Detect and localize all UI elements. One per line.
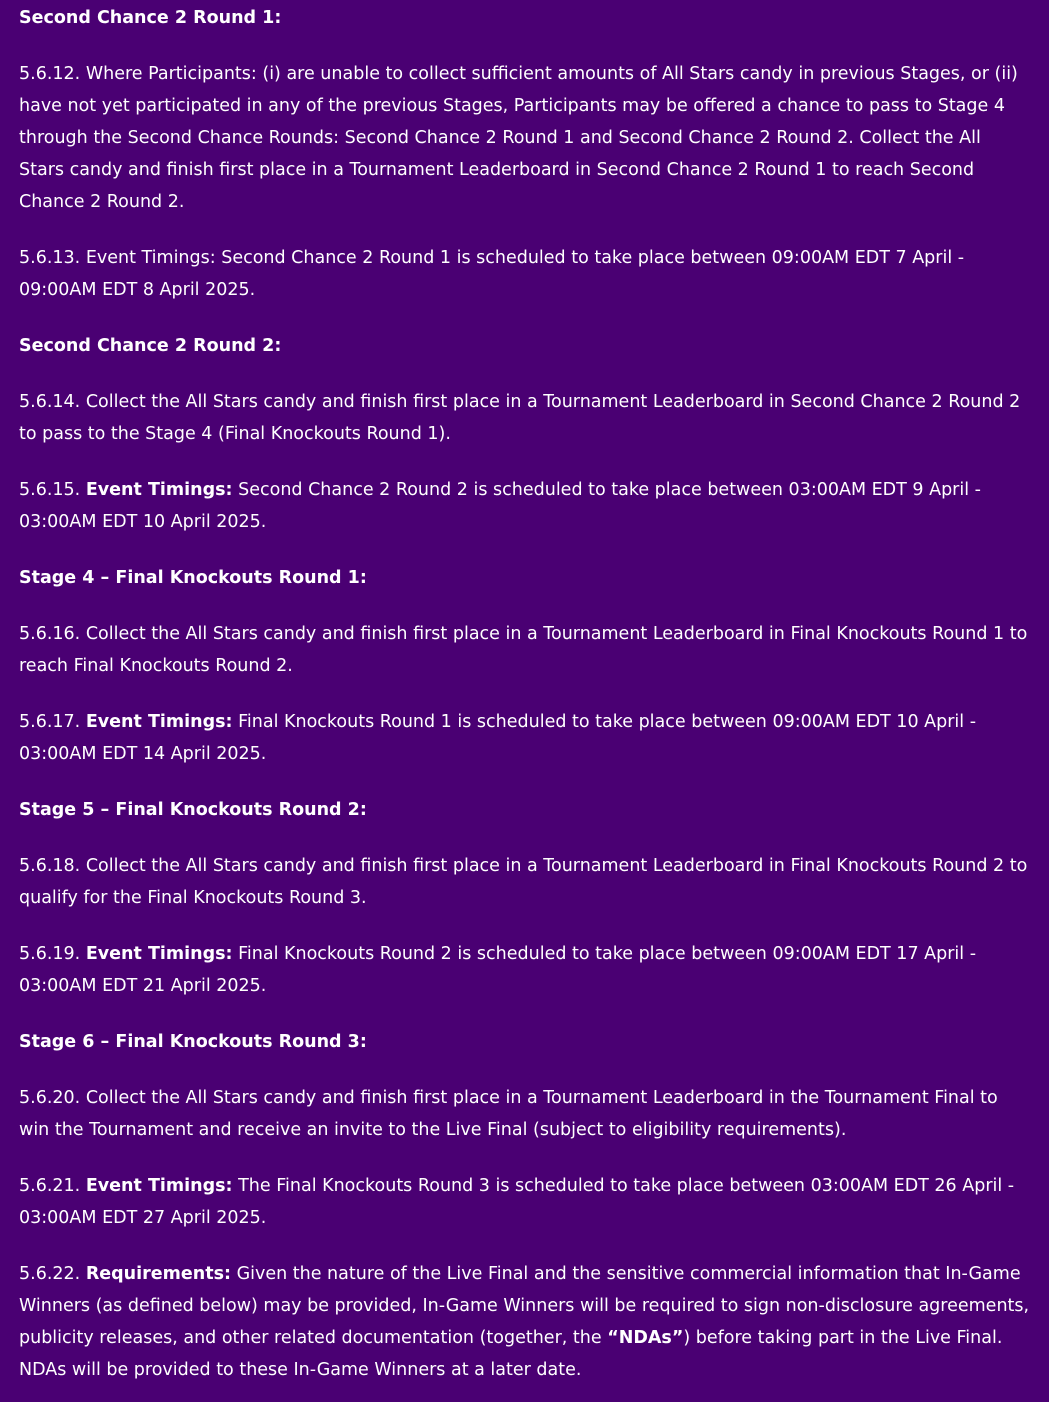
clause-5-6-13 [19, 242, 1030, 306]
clause-text: Final Knockouts Round 1 is scheduled to take place between 09:00AM EDT 10 April - 03:00AM EDT 14 April 2025. [19, 712, 977, 764]
clause-5-6-16 [19, 618, 1030, 682]
clause-text-before: Given the nature of the Live Final and the sensitive commercial information that In-Game Winners (as defined below) may be provided, In-Game Winners will be required to sign non-disclosure agreements, publicity releases, and other related documentation (together, the [19, 1264, 1030, 1348]
clause-bold-label: Event Timings: [85, 944, 233, 964]
clause-5-6-19 [19, 938, 1030, 1002]
clause-text: Where Participants: (i) are unable to collect sufficient amounts of All Stars candy in previous Stages, or (ii) have not yet participated in any of the previous Stages, Participants may be offered a chance to pass to Stage 4 through the Second Chance Rounds: Second Chance 2 Round 1 and Second Chance 2 Round 2. Collect the All Stars candy and finish first place in a Tournament Leaderboard in Second Chance 2 Round 1 to reach Second Chance 2 Round 2. [19, 64, 1018, 212]
section-heading-stage-4: Stage 4 – Final Knockouts Round 1: [19, 568, 367, 588]
clause-bold-label: Event Timings: [85, 712, 233, 732]
clause-number: 5.6.16. [19, 624, 81, 644]
clause-bold-label: Requirements: [85, 1264, 231, 1284]
clause-5-6-22 [19, 1258, 1030, 1386]
clause-text: Collect the All Stars candy and finish first place in a Tournament Leaderboard in Final Knockouts Round 1 to reach Final Knockouts Round 2. [19, 624, 1028, 676]
section-heading-stage-6: Stage 6 – Final Knockouts Round 3: [19, 1032, 367, 1052]
clause-ndas-term: “NDAs” [607, 1328, 684, 1348]
clause-number: 5.6.20. [19, 1088, 81, 1108]
clause-number: 5.6.18. [19, 856, 81, 876]
clause-number: 5.6.14. [19, 392, 81, 412]
clause-bold-label: Event Timings: [85, 480, 233, 500]
clause-number: 5.6.13. [19, 248, 81, 268]
clause-text: The Final Knockouts Round 3 is scheduled to take place between 03:00AM EDT 26 April - 03:00AM EDT 27 April 2025. [19, 1176, 1015, 1228]
section-heading-stage-5: Stage 5 – Final Knockouts Round 2: [19, 800, 367, 820]
clause-text: Collect the All Stars candy and finish first place in a Tournament Leaderboard in Second Chance 2 Round 2 to pass to the Stage 4 (Final Knockouts Round 1). [19, 392, 1021, 444]
clause-number: 5.6.12. [19, 64, 81, 84]
clause-5-6-12 [19, 58, 1030, 218]
clause-bold-label: Event Timings: [85, 1176, 233, 1196]
clause-text: Collect the All Stars candy and finish first place in a Tournament Leaderboard in the Tournament Final to win the Tournament and receive an invite to the Live Final (subject to eligibility requirements). [19, 1088, 998, 1140]
clause-number: 5.6.19. [19, 944, 81, 964]
clause-text-after: ) before taking part in the Live Final. NDAs will be provided to these In-Game Winners at a later date. [19, 1328, 1003, 1380]
clause-5-6-17 [19, 706, 1030, 770]
clause-5-6-18 [19, 850, 1030, 914]
section-heading-second-chance-2-round-2: Second Chance 2 Round 2: [19, 336, 282, 356]
clause-text: Final Knockouts Round 2 is scheduled to take place between 09:00AM EDT 17 April - 03:00AM EDT 21 April 2025. [19, 944, 977, 996]
clause-text: Event Timings: Second Chance 2 Round 1 is scheduled to take place between 09:00AM EDT 7 April - 09:00AM EDT 8 April 2025. [19, 248, 965, 300]
clause-5-6-20 [19, 1082, 1030, 1146]
clause-5-6-21 [19, 1170, 1030, 1234]
clause-5-6-15 [19, 474, 1030, 538]
clause-number: 5.6.21. [19, 1176, 81, 1196]
clause-text: Collect the All Stars candy and finish first place in a Tournament Leaderboard in Final Knockouts Round 2 to qualify for the Final Knockouts Round 3. [19, 856, 1028, 908]
section-heading-second-chance-2-round-1: Second Chance 2 Round 1: [19, 8, 282, 28]
clause-number: 5.6.22. [19, 1264, 81, 1284]
clause-number: 5.6.15. [19, 480, 81, 500]
clause-5-6-14 [19, 386, 1030, 450]
clause-number: 5.6.17. [19, 712, 81, 732]
clause-text: Second Chance 2 Round 2 is scheduled to take place between 03:00AM EDT 9 April - 03:00AM EDT 10 April 2025. [19, 480, 981, 532]
